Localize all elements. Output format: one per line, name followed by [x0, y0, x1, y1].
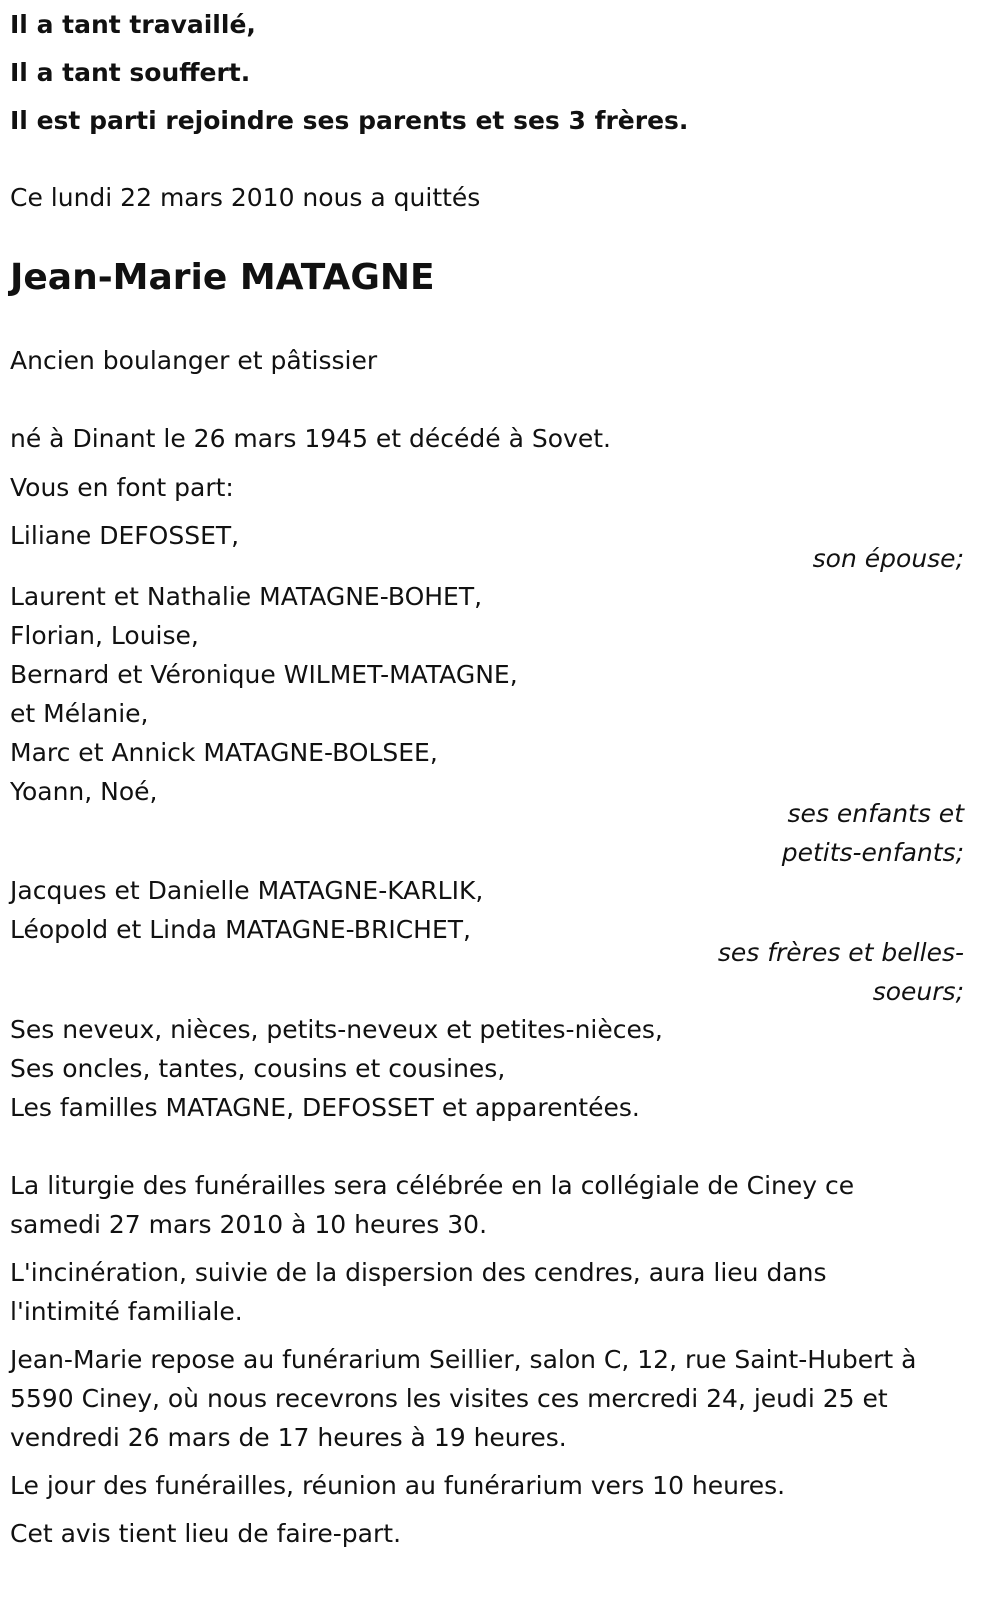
rest-line-2: 5590 Ciney, où nous recevrons les visites ces mercredi 24, jeudi 25 et	[10, 1384, 888, 1413]
children-line-3: Bernard et Véronique WILMET-MATAGNE,	[10, 660, 518, 689]
announce-line: Vous en font part:	[10, 473, 234, 502]
date-line: Ce lundi 22 mars 2010 nous a quittés	[10, 183, 481, 212]
children-line-5: Marc et Annick MATAGNE-BOLSEE,	[10, 738, 438, 767]
deceased-name: Jean-Marie MATAGNE	[10, 257, 435, 298]
siblings-line-2: Léopold et Linda MATAGNE-BRICHET,	[10, 915, 471, 944]
spouse-role: son épouse;	[812, 544, 964, 573]
family-line-3: Les familles MATAGNE, DEFOSSET et apparentées.	[10, 1093, 640, 1122]
intro-line-1: Il a tant travaillé,	[10, 10, 256, 39]
children-line-1: Laurent et Nathalie MATAGNE-BOHET,	[10, 582, 483, 611]
siblings-line-1: Jacques et Danielle MATAGNE-KARLIK,	[10, 876, 484, 905]
children-role-line-2: petits-enfants;	[781, 838, 964, 867]
birth-death-line: né à Dinant le 26 mars 1945 et décédé à Sovet.	[10, 424, 611, 453]
family-line-2: Ses oncles, tantes, cousins et cousines,	[10, 1054, 506, 1083]
meeting-line: Le jour des funérailles, réunion au funérarium vers 10 heures.	[10, 1471, 786, 1500]
spouse-name: Liliane DEFOSSET,	[10, 521, 240, 550]
children-line-2: Florian, Louise,	[10, 621, 199, 650]
rest-line-3: vendredi 26 mars de 17 heures à 19 heures.	[10, 1423, 567, 1452]
cremation-line-2: l'intimité familiale.	[10, 1297, 243, 1326]
cremation-line-1: L'incinération, suivie de la dispersion des cendres, aura lieu dans	[10, 1258, 827, 1287]
occupation: Ancien boulanger et pâtissier	[10, 346, 378, 375]
rest-line-1: Jean-Marie repose au funérarium Seillier, salon C, 12, rue Saint-Hubert à	[10, 1345, 917, 1374]
children-line-4: et Mélanie,	[10, 699, 149, 728]
children-line-6: Yoann, Noé,	[10, 777, 158, 806]
siblings-role-line-2: soeurs;	[872, 977, 964, 1006]
liturgy-line-1: La liturgie des funérailles sera célébrée en la collégiale de Ciney ce	[10, 1171, 855, 1200]
children-role-line-1: ses enfants et	[787, 799, 964, 828]
closing-line: Cet avis tient lieu de faire-part.	[10, 1519, 402, 1548]
family-line-1: Ses neveux, nièces, petits-neveux et petites-nièces,	[10, 1015, 663, 1044]
siblings-role-line-1: ses frères et belles-	[717, 938, 964, 967]
liturgy-line-2: samedi 27 mars 2010 à 10 heures 30.	[10, 1210, 488, 1239]
intro-line-3: Il est parti rejoindre ses parents et ses 3 frères.	[10, 106, 689, 135]
intro-line-2: Il a tant souffert.	[10, 58, 251, 87]
